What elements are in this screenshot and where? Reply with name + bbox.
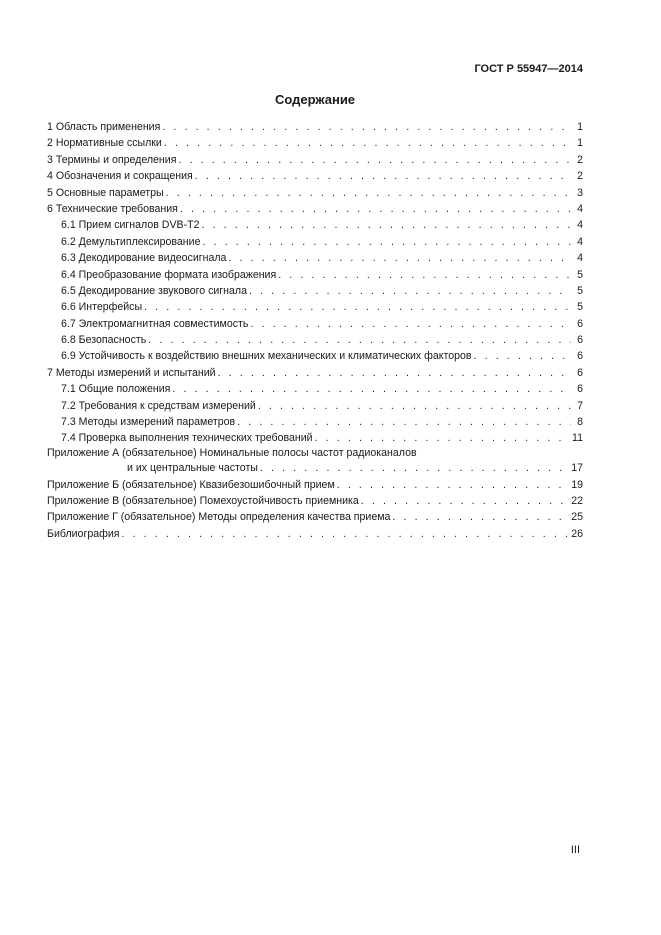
toc-entry-page: 1	[577, 137, 583, 150]
toc-entry-6-8[interactable]	[47, 332, 583, 348]
toc-entry-label: 7 Методы измерений и испытаний	[47, 366, 216, 379]
toc-entry-page: 5	[577, 268, 583, 281]
dot-leader	[237, 414, 571, 430]
toc-entry-5[interactable]	[47, 185, 583, 201]
toc-entry-page: 6	[577, 350, 583, 363]
toc-entry-label: 5 Основные параметры	[47, 186, 164, 199]
toc-entry-label: 6.1 Прием сигналов DVB-T2	[61, 219, 200, 232]
toc-entry-page: 1	[577, 121, 583, 133]
dot-leader	[148, 332, 571, 348]
dot-leader	[278, 267, 571, 283]
toc-entry-label: 7.1 Общие положения	[61, 383, 171, 396]
toc-entry-page: 4	[577, 219, 583, 232]
toc-entry-6[interactable]	[47, 201, 583, 217]
toc-entry-label: Приложение Б (обязательное) Квазибезошибочный прием	[47, 478, 335, 491]
toc-entry-7-3[interactable]	[47, 414, 583, 430]
toc-entry-1[interactable]	[47, 119, 583, 135]
toc-entry-page: 4	[577, 235, 583, 248]
dot-leader	[164, 135, 571, 151]
page-number: III	[570, 844, 580, 856]
toc-entry-label: 6.5 Декодирование звукового сигнала	[61, 284, 247, 297]
toc-entry-label: 6.2 Демультиплексирование	[61, 235, 201, 248]
toc-entry-6-7[interactable]	[47, 316, 583, 332]
toc-entry-label: 6.3 Декодирование видеосигнала	[61, 252, 227, 265]
dot-leader	[337, 477, 569, 493]
toc-entry-page: 5	[577, 301, 583, 314]
toc-entry-page: 6	[577, 383, 583, 396]
dot-leader	[218, 365, 571, 381]
toc-entry-7-1[interactable]	[47, 381, 583, 397]
toc-entry-7[interactable]	[47, 365, 583, 381]
toc-entry-appendix-a[interactable]	[47, 447, 583, 461]
toc-entry-page: 7	[577, 399, 583, 412]
dot-leader	[361, 493, 569, 509]
toc-entry-appendix-b[interactable]	[47, 477, 583, 493]
toc-title: Содержание	[274, 92, 356, 107]
toc-entry-page: 4	[577, 252, 583, 265]
dot-leader	[249, 283, 571, 299]
toc-entry-6-3[interactable]	[47, 250, 583, 266]
toc-entry-label: 4 Обозначения и сокращения	[47, 170, 193, 183]
dot-leader	[202, 234, 571, 250]
toc-entry-appendix-a-continuation[interactable]	[47, 460, 583, 476]
dot-leader	[474, 348, 571, 364]
toc-entry-page: 25	[571, 511, 583, 524]
toc-entry-6-5[interactable]	[47, 283, 583, 299]
dot-leader	[172, 381, 571, 397]
dot-leader	[392, 509, 569, 525]
dot-leader	[315, 430, 570, 446]
toc-entry-page: 19	[571, 478, 583, 491]
toc-entry-label: 7.2 Требования к средствам измерений	[61, 399, 256, 412]
toc-entry-6-4[interactable]	[47, 267, 583, 283]
dot-leader	[250, 316, 571, 332]
toc-entry-page: 6	[577, 366, 583, 379]
toc-entry-page: 5	[577, 284, 583, 297]
toc-entry-label: Библиография	[47, 527, 120, 540]
dot-leader	[162, 119, 571, 135]
toc-entry-bibliography[interactable]	[47, 526, 583, 542]
toc-entry-page: 2	[577, 170, 583, 183]
toc-entry-label: 6 Технические требования	[47, 202, 178, 215]
toc-entry-page: 6	[577, 317, 583, 330]
toc-entry-label: 6.9 Устойчивость к воздействию внешних механических и климатических факторов	[61, 350, 472, 363]
toc-entry-6-6[interactable]	[47, 299, 583, 315]
dot-leader	[258, 398, 571, 414]
toc-entry-label: 7.3 Методы измерений параметров	[61, 416, 236, 429]
toc-entry-label: 6.6 Интерфейсы	[61, 301, 143, 314]
table-of-contents	[47, 119, 583, 542]
dot-leader	[144, 299, 571, 315]
toc-entry-page: 3	[577, 186, 583, 199]
toc-entry-7-2[interactable]	[47, 398, 583, 414]
dot-leader	[121, 526, 569, 542]
toc-entry-label: 6.7 Электромагнитная совместимость	[61, 317, 249, 330]
toc-entry-label: Приложение Г (обязательное) Методы определения качества приема	[47, 511, 391, 524]
dot-leader	[228, 250, 571, 266]
toc-entry-label: 6.4 Преобразование формата изображения	[61, 268, 277, 281]
toc-entry-page: 26	[571, 527, 583, 540]
toc-entry-label: 2 Нормативные ссылки	[47, 137, 162, 150]
toc-entry-label: 6.8 Безопасность	[61, 334, 147, 347]
dot-leader	[201, 217, 571, 233]
toc-entry-label: 3 Термины и определения	[47, 153, 177, 166]
dot-leader	[260, 460, 569, 476]
dot-leader	[178, 152, 571, 168]
toc-entry-6-1[interactable]	[47, 217, 583, 233]
dot-leader	[180, 201, 571, 217]
toc-entry-6-9[interactable]	[47, 348, 583, 364]
toc-entry-page: 4	[577, 202, 583, 215]
toc-entry-label: 7.4 Проверка выполнения технических требований	[61, 432, 313, 445]
toc-entry-2[interactable]	[47, 135, 583, 151]
toc-entry-4[interactable]	[47, 168, 583, 184]
toc-entry-label: и их центральные частоты	[127, 462, 258, 475]
toc-entry-6-2[interactable]	[47, 234, 583, 250]
toc-entry-label: 1 Область применения	[47, 121, 161, 133]
toc-entry-label: Приложение В (обязательное) Помехоустойчивость приемника	[47, 495, 359, 508]
dot-leader	[195, 168, 571, 184]
toc-entry-page: 6	[577, 334, 583, 347]
document-code: ГОСТ Р 55947—2014	[474, 63, 583, 75]
toc-entry-appendix-g[interactable]	[47, 509, 583, 525]
dot-leader	[166, 185, 571, 201]
toc-entry-page: 11	[572, 432, 583, 445]
toc-entry-label: Приложение А (обязательное) Номинальные полосы частот радиоканалов	[47, 446, 417, 459]
toc-entry-page: 8	[577, 416, 583, 429]
toc-entry-7-4[interactable]	[47, 430, 583, 446]
toc-entry-page: 22	[571, 495, 583, 508]
toc-entry-page: 17	[571, 462, 583, 475]
toc-entry-page: 2	[577, 153, 583, 166]
toc-entry-appendix-v[interactable]	[47, 493, 583, 509]
toc-entry-3[interactable]	[47, 152, 583, 168]
